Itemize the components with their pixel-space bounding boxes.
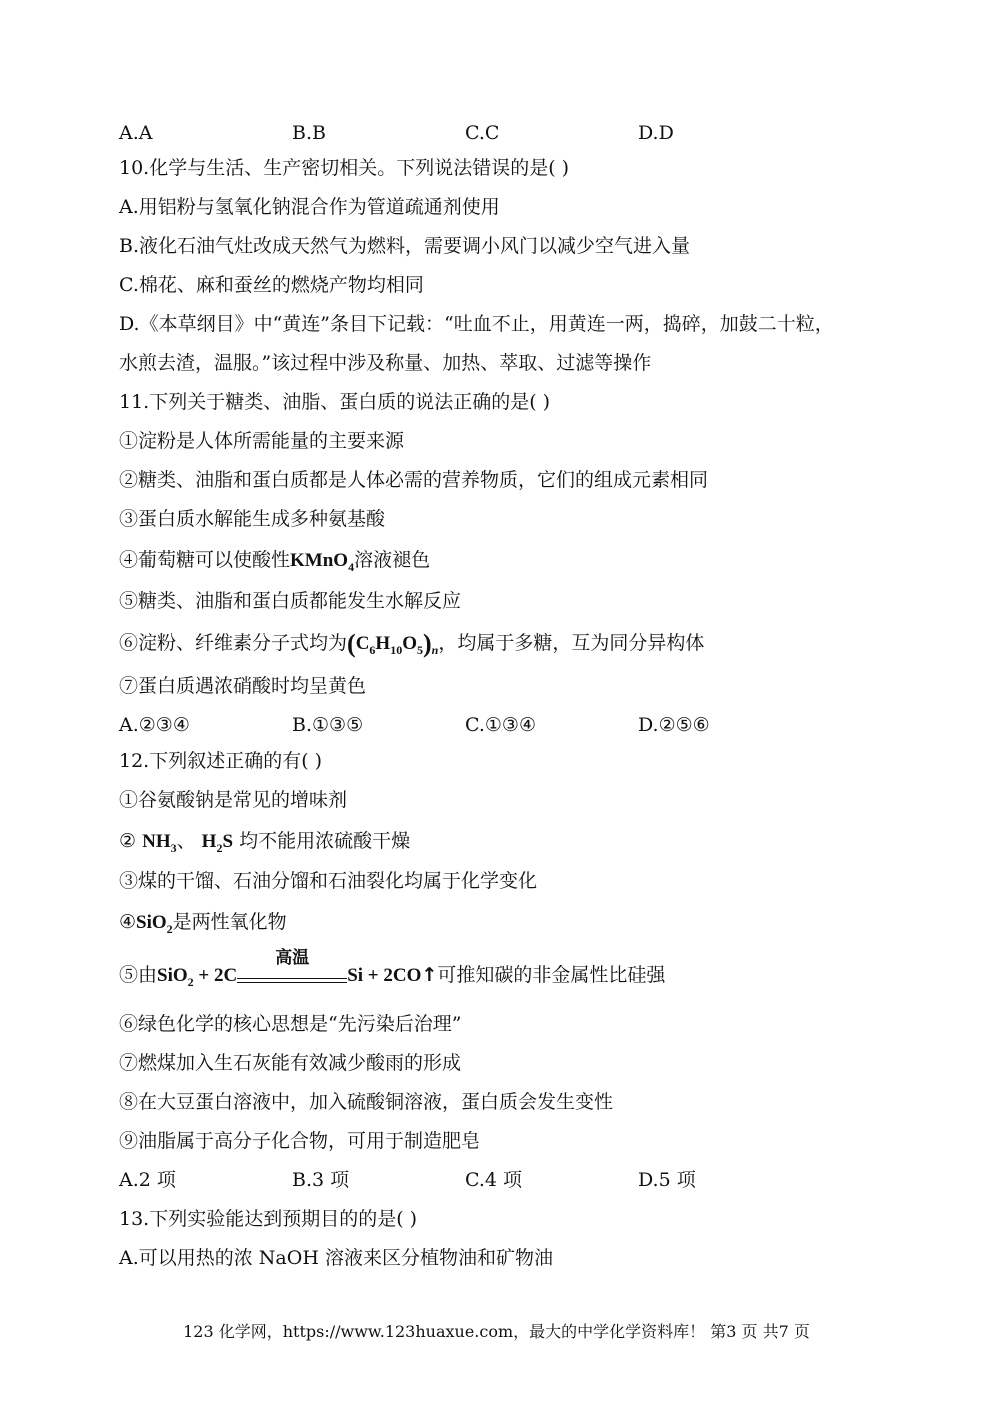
q11-statement-6-text-b: ，均属于多糖，互为同分异构体 (438, 632, 705, 654)
q9-option-a: A.A (119, 122, 153, 144)
q10-option-d-line1: D.《本草纲目》中“黄连”条目下记载：“吐血不止，用黄连一两，捣碎，加鼓二十粒， (119, 313, 834, 335)
q11-statement-3: ③蛋白质水解能生成多种氨基酸 (119, 508, 386, 530)
q10-option-c: C.棉花、麻和蚕丝的燃烧产物均相同 (119, 274, 424, 296)
q10-option-d-line2: 水煎去渣，温服。”该过程中涉及称量、加热、萃取、过滤等操作 (119, 352, 652, 374)
q12-statement-2 (119, 829, 410, 860)
q10-option-a: A.用铝粉与氢氧化钠混合作为管道疏通剂使用 (119, 196, 500, 218)
q12-option-a: A.2 项 (119, 1169, 176, 1191)
q13-stem: 13.下列实验能达到预期目的的是( ) (119, 1208, 418, 1230)
h2s-formula: $H_2S$ (201, 831, 234, 855)
q12-statement-1: ①谷氨酸钠是常见的增味剂 (119, 789, 348, 811)
q12-statement-3: ③煤的干馏、石油分馏和石油裂化均属于化学变化 (119, 870, 538, 892)
q11-statement-1: ①淀粉是人体所需能量的主要来源 (119, 430, 405, 452)
reaction-right: Si + 2CO (347, 965, 422, 986)
kmno4-formula: KMnO$_4$ (290, 550, 355, 574)
q12-statement-2-sep: 、 (176, 830, 196, 852)
polysaccharide-formula: $(C_6H_{10}O_5)_n$ (347, 629, 439, 658)
q11-option-a: A.②③④ (119, 714, 190, 736)
nh3-formula: $NH_3$ (142, 831, 177, 855)
q11-option-c: C.①③④ (465, 714, 536, 736)
q9-option-d: D.D (638, 122, 674, 144)
q10-option-b: B.液化石油气灶改成天然气为燃料，需要调小风门以减少空气进入量 (119, 235, 691, 257)
q12-statement-5-num: ⑤由 (119, 964, 158, 986)
page-footer: 123 化学网，https://www.123huaxue.com，最大的中学化学资料库！ 第3 页 共7 页 (183, 1322, 810, 1341)
q12-option-c: C.4 项 (465, 1169, 523, 1191)
q11-statement-4 (119, 548, 430, 579)
q11-statement-4-text-b: 溶液褪色 (354, 549, 431, 571)
q11-statement-4-text-a: ④葡萄糖可以使酸性 (119, 549, 291, 571)
q12-statement-2-num: ② (119, 830, 137, 852)
sio2-formula: SiO$_2$ (136, 912, 173, 936)
q12-statement-9: ⑨油脂属于高分子化合物，可用于制造肥皂 (119, 1130, 481, 1152)
q9-option-c: C.C (465, 122, 500, 144)
q11-statement-2: ②糖类、油脂和蛋白质都是人体必需的营养物质，它们的组成元素相同 (119, 469, 709, 491)
up-arrow-icon: ↑ (421, 964, 438, 986)
q12-statement-6: ⑥绿色化学的核心思想是“先污染后治理” (119, 1013, 462, 1035)
q12-option-d: D.5 项 (638, 1169, 696, 1191)
q12-statement-8: ⑧在大豆蛋白溶液中，加入硫酸铜溶液，蛋白质会发生变性 (119, 1091, 614, 1113)
q12-option-b: B.3 项 (292, 1169, 350, 1191)
q11-statement-6 (119, 631, 704, 662)
q11-stem: 11.下列关于糖类、油脂、蛋白质的说法正确的是( ) (119, 391, 551, 413)
q12-statement-7: ⑦燃煤加入生石灰能有效减少酸雨的形成 (119, 1052, 462, 1074)
q11-option-d: D.②⑤⑥ (638, 714, 710, 736)
q12-statement-4-text: 是两性氧化物 (172, 911, 287, 933)
q11-statement-5: ⑤糖类、油脂和蛋白质都能发生水解反应 (119, 590, 462, 612)
q12-statement-5 (119, 948, 666, 994)
reaction-equals-sign (237, 948, 347, 983)
q12-statement-4 (119, 910, 287, 941)
q13-option-a: A.可以用热的浓 NaOH 溶液来区分植物油和矿物油 (119, 1247, 553, 1269)
q12-statement-5-text: 可推知碳的非金属性比硅强 (437, 964, 666, 986)
q9-option-b: B.B (292, 122, 326, 144)
q12-stem: 12.下列叙述正确的有( ) (119, 750, 323, 772)
q10-stem: 10.化学与生活、生产密切相关。下列说法错误的是( ) (119, 157, 570, 179)
q11-option-b: B.①③⑤ (292, 714, 364, 736)
q12-statement-2-text: 均不能用浓硫酸干燥 (239, 830, 411, 852)
q12-statement-4-num: ④ (119, 911, 137, 933)
reaction-left: SiO$_2$ + 2C (157, 965, 238, 989)
q11-statement-7: ⑦蛋白质遇浓硝酸时均呈黄色 (119, 675, 367, 697)
q11-statement-6-text-a: ⑥淀粉、纤维素分子式均为 (119, 632, 348, 654)
reaction-condition: 高温 (275, 948, 310, 968)
